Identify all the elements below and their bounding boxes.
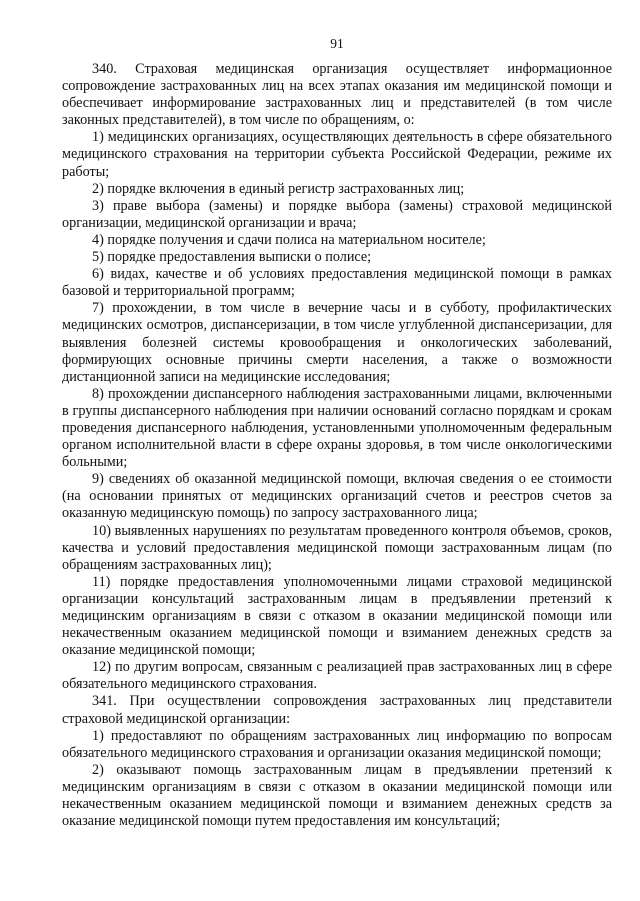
list-item-340-5: 5) порядке предоставления выписки о полисе; — [92, 249, 372, 266]
list-item-340-1: 1) медицинских организациях, осуществляющих деятельность в сфере обязательного медицинского страхования на территории субъекта Российской Федерации, режиме их работы; — [62, 129, 612, 180]
list-item-340-4: 4) порядке получения и сдачи полиса на материальном носителе; — [92, 231, 486, 248]
paragraph-341-intro: 341. При осуществлении сопровождения застрахованных лиц представители страховой медицинской организации: — [62, 693, 612, 727]
list-item-341-2: 2) оказывают помощь застрахованным лицам в предъявлении претензий к медицинским организациям в связи с отказом в оказании медицинской помощи или некачественным оказанием медицинской помощи и взиманием денежных средств за оказание медицинской помощи путем предоставления им консультаций; — [62, 761, 612, 830]
paragraph-340-intro: 340. Страховая медицинская организация осуществляет информационное сопровождение застрахованных лиц на всех этапах оказания им медицинской помощи и обеспечивает информирование застрахованных лиц и представителей (в том числе законных представителей), в том числе по обращениям, о: — [62, 61, 612, 129]
page-number: 91 — [330, 36, 344, 51]
list-item-340-6: 6) видах, качестве и об условиях предоставления медицинской помощи в рамках базовой и территориальной программ; — [62, 266, 612, 300]
list-item-340-2: 2) порядке включения в единый регистр застрахованных лиц; — [92, 180, 465, 197]
list-item-341-1: 1) предоставляют по обращениям застрахованных лиц информацию по вопросам обязательного медицинского страхования и организации оказания медицинской помощи; — [62, 727, 612, 761]
list-item-340-10: 10) выявленных нарушениях по результатам проведенного контроля объемов, сроков, качества и условий предоставления медицинской помощи застрахованным лицам (по обращениям застрахованных лиц); — [62, 522, 612, 573]
list-item-340-11: 11) порядке предоставления уполномоченными лицами страховой медицинской организации консультаций застрахованным лицам в предъявлении претензий к медицинским организациям в связи с отказом в оказании медицинской помощи или некачественным оказанием медицинской помощи и взиманием денежных средств за оказание медицинской помощи; — [62, 573, 612, 659]
list-item-340-8: 8) прохождении диспансерного наблюдения застрахованными лицами, включенными в группы диспансерного наблюдения при наличии оснований согласно порядкам и срокам проведения диспансерного наблюдения, установленными уполномоченным федеральным органом исполнительной власти в сфере охраны здоровья, в том числе онкологическими больными; — [62, 385, 612, 471]
list-item-340-12: 12) по другим вопросам, связанным с реализацией прав застрахованных лиц в сфере обязательного медицинского страхования. — [62, 659, 612, 693]
list-item-340-9: 9) сведениях об оказанной медицинской помощи, включая сведения о ее стоимости (на основании принятых от медицинских организаций счетов и реестров счетов за оказанную медицинскую помощь) по запросу застрахованного лица; — [62, 471, 612, 522]
document-body — [62, 61, 612, 830]
list-item-340-3: 3) праве выбора (замены) и порядке выбора (замены) страховой медицинской организации, медицинской организации и врача; — [62, 197, 612, 231]
list-item-340-7: 7) прохождении, в том числе в вечерние часы и в субботу, профилактических медицинских осмотров, диспансеризации, в том числе углубленной диспансеризации, для выявления болезней системы кровообращения и онкологических заболеваний, формирующих основные причины смерти населения, а также о возможности дистанционной записи на медицинские исследования; — [62, 300, 612, 385]
